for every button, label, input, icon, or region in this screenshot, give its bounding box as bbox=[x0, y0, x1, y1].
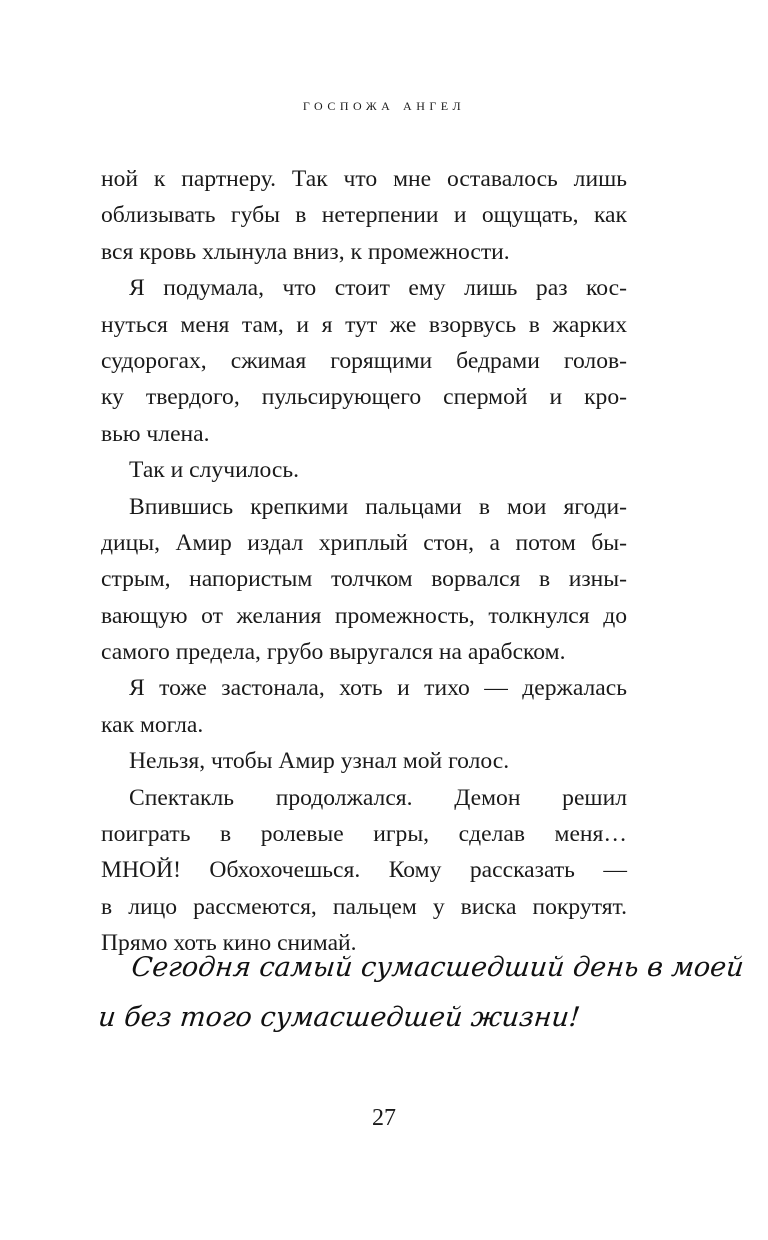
text-line: вающую от желания промежность, толкнулся до bbox=[101, 602, 627, 629]
text-line: как могла. bbox=[101, 711, 204, 738]
page-number: 27 bbox=[372, 1105, 396, 1131]
text-line: Спектакль продолжался. Демон решил bbox=[129, 784, 627, 811]
text-line: Я подумала, что стоит ему лишь раз кос- bbox=[129, 275, 627, 302]
text-line: вся кровь хлынула вниз, к промежности. bbox=[101, 238, 510, 265]
text-line: самого предела, грубо выругался на арабском. bbox=[101, 639, 566, 666]
text-line: вью члена. bbox=[101, 420, 210, 447]
text-line: Нельзя, чтобы Амир узнал мой голос. bbox=[129, 748, 510, 775]
text-line: Я тоже застонала, хоть и тихо — держалась bbox=[129, 675, 627, 702]
text-line: дицы, Амир издал хриплый стон, а потом бы- bbox=[101, 529, 627, 556]
text-line: Впившись крепкими пальцами в мои ягоди- bbox=[129, 493, 627, 520]
text-line: нуться меня там, и я тут же взорвусь в жарких bbox=[101, 311, 627, 338]
text-line: Так и случилось. bbox=[129, 457, 300, 484]
text-line: стрым, напористым толчком ворвался в изны- bbox=[101, 566, 627, 593]
text-line: ной к партнеру. Так что мне оставалось лишь bbox=[101, 166, 627, 192]
handwritten-line: Сегодня самый сумасшедший день в моей bbox=[130, 952, 746, 983]
text-line: поиграть в ролевые игры, сделав меня… bbox=[101, 821, 627, 848]
text-line: ку твердого, пульсирующего спермой и кро- bbox=[101, 384, 627, 411]
text-line: Прямо хоть кино снимай. bbox=[101, 930, 357, 957]
handwritten-note bbox=[96, 943, 746, 1043]
text-line: МНОЙ! Обхохочешься. Кому рассказать — bbox=[101, 857, 627, 884]
text-line: в лицо рассмеются, пальцем у виска покрутят. bbox=[101, 893, 627, 920]
running-head: госпожа ангел bbox=[302, 95, 466, 114]
text-line: облизывать губы в нетерпении и ощущать, как bbox=[101, 202, 627, 229]
body-text bbox=[101, 161, 627, 962]
handwritten-line: и без того сумасшедшей жизни! bbox=[96, 1002, 582, 1033]
text-line: судорогах, сжимая горящими бедрами голов- bbox=[101, 347, 627, 374]
